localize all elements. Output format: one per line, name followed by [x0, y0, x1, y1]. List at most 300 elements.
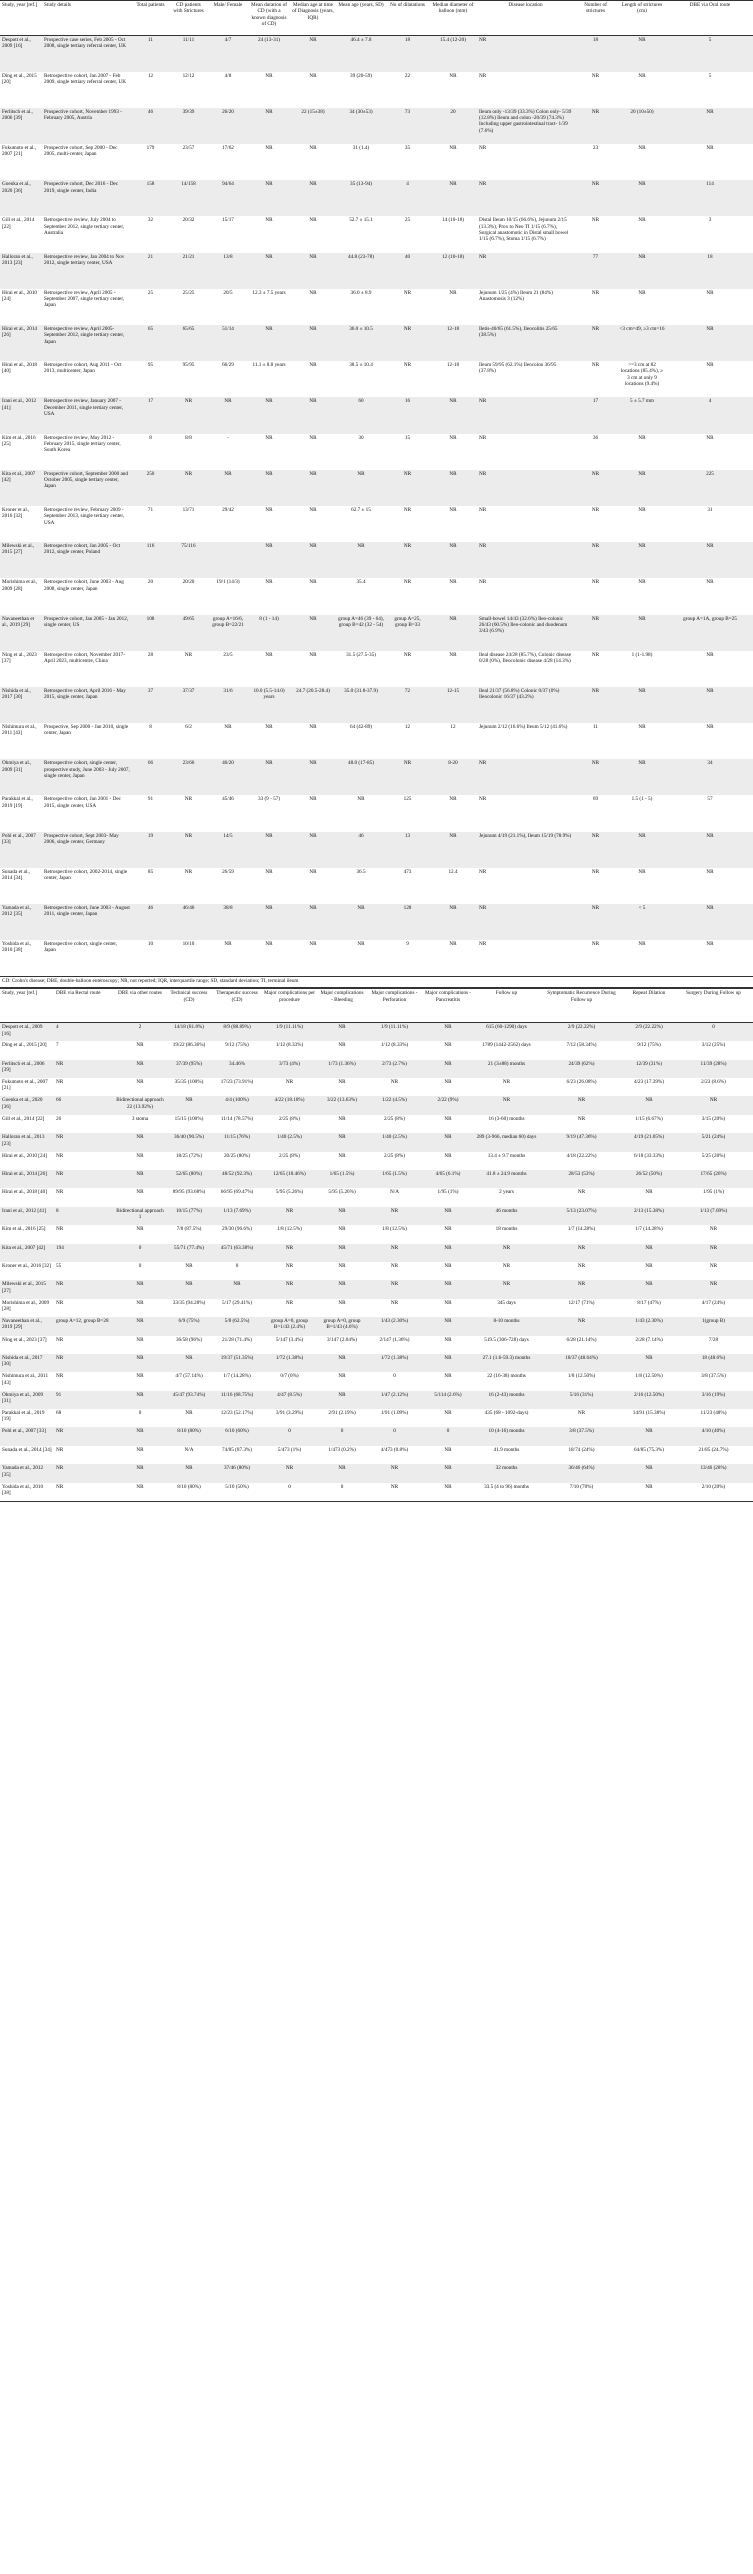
table-cell: < 5	[617, 904, 667, 940]
table-cell: NR	[477, 542, 574, 578]
table-cell: Ding et al., 2015 [20]	[0, 72, 42, 108]
table-cell: NR	[617, 542, 667, 578]
table-cell: NR	[422, 1078, 474, 1096]
table-cell: 250	[132, 470, 169, 506]
table-cell: 3 stoma	[114, 1115, 166, 1133]
table-cell: NR	[166, 1464, 212, 1482]
table-row	[0, 723, 753, 759]
table-cell: Yamada et al., 2012 [35]	[0, 1464, 54, 1482]
table-cell: 5/10 (50%)	[212, 1483, 262, 1501]
table-cell: 289 (3-966, median 60) days	[474, 1133, 539, 1151]
table-cell: 11/15 (76%)	[212, 1133, 262, 1151]
table-cell: 12/23 (52.17%)	[212, 1409, 262, 1427]
table-row	[0, 615, 753, 651]
table-cell: Yoshida et al., 2010 [38]	[0, 940, 42, 976]
table1-column-header: Total patients	[132, 1, 169, 36]
table-cell: NR	[429, 180, 477, 216]
table-cell: NR	[474, 1280, 539, 1298]
table-cell: NR	[477, 144, 574, 180]
table-cell: 14 (10-18)	[429, 216, 477, 252]
table-cell: 35.4	[336, 578, 386, 614]
table-cell: NR	[54, 1152, 114, 1170]
table2-column-header: Symptomatic Recurrence During Follow up	[539, 989, 624, 1023]
table-cell: NR	[262, 1280, 317, 1298]
table-cell: 2/25 (8%)	[262, 1115, 317, 1133]
table-cell: 11/14 (78.57%)	[212, 1115, 262, 1133]
table-cell: 36.5	[336, 868, 386, 904]
table-cell: 5/473 (1%)	[262, 1446, 317, 1464]
table-cell: 13	[386, 832, 429, 868]
table-cell: 11/23 (48%)	[674, 1409, 753, 1427]
table-cell: Retrospective cohort, Jan 2007 - Feb 2009, single tertiary referral center, UK	[42, 72, 132, 108]
table-cell: Goenka et al., 2020 [36]	[0, 180, 42, 216]
table-row	[0, 1023, 753, 1041]
table-cell: 18 months	[474, 1225, 539, 1243]
table-cell: NR	[667, 868, 753, 904]
table-cell: 5/147 (3.4%)	[262, 1336, 317, 1354]
table-cell: 36	[574, 434, 617, 470]
table-cell: 3/147 (2.04%)	[317, 1336, 367, 1354]
table-cell: 10 (4-16) months	[474, 1427, 539, 1445]
table-row	[0, 1115, 753, 1133]
table-cell: Small-bowel 14/43 (32.6%) Ileo-colonic 26/43 (60.5%) Ileo-colonic and duodenum 3/43 (6.9%)	[477, 615, 574, 651]
table-cell: NR	[262, 1078, 317, 1096]
table-cell: 12/17 (71%)	[539, 1299, 624, 1317]
table-cell: NR	[290, 361, 336, 397]
table-cell: NR	[54, 1188, 114, 1206]
table-cell: 7	[54, 1041, 114, 1059]
table-cell: 12-18	[429, 325, 477, 361]
table-cell: NR	[477, 397, 574, 433]
table-cell: NR	[317, 1133, 367, 1151]
table-cell: 345 days	[474, 1299, 539, 1317]
table-cell: NR	[169, 795, 208, 831]
table-cell: NR	[208, 470, 248, 506]
table-cell: Retrospective cohort, 2002-2014, single center, Japan	[42, 868, 132, 904]
table-cell: NR	[422, 1023, 474, 1041]
table-cell: NR	[336, 940, 386, 976]
table-row	[0, 434, 753, 470]
table-cell: 13/8	[208, 253, 248, 289]
table-cell: 615 (60-1290) days	[474, 1023, 539, 1041]
table-cell: NR	[208, 940, 248, 976]
table2-column-header: DBE via other routes	[114, 989, 166, 1023]
table-cell: NR	[667, 542, 753, 578]
table1-column-header: No of dilatations	[386, 1, 429, 36]
table-cell: 1/43 (2.30%)	[367, 1317, 422, 1335]
table-cell: NR	[317, 1299, 367, 1317]
table-cell: NR	[248, 506, 290, 542]
table1-column-header: DBE via Oral route	[667, 1, 753, 36]
table-cell: NR	[617, 253, 667, 289]
table-cell: 24/39 (62%)	[539, 1060, 624, 1078]
table-cell: NR	[574, 687, 617, 723]
table-cell: 12.3 ± 7.5 years	[248, 289, 290, 325]
table-cell: 45/47 (93.74%)	[166, 1391, 212, 1409]
table-cell: NR	[248, 397, 290, 433]
table-cell: 46	[132, 108, 169, 144]
table-cell: Pohl et al., 2007 [33]	[0, 1427, 54, 1445]
table-cell: 12 (10-18)	[429, 253, 477, 289]
table-cell: NR	[574, 868, 617, 904]
table-cell: 13/71	[169, 506, 208, 542]
table-cell: NR	[290, 72, 336, 108]
table-cell: NR	[317, 1078, 367, 1096]
table-cell: 13/46 (28%)	[674, 1464, 753, 1482]
table-cell: NR	[248, 904, 290, 940]
table-cell: NR	[574, 615, 617, 651]
table-cell: Retrospective review, Jan 2004 to Nov 2012, single tertiary center, USA	[42, 253, 132, 289]
table-cell: 51/14	[208, 325, 248, 361]
table-cell: 4/19 (21.05%)	[624, 1133, 674, 1151]
table-cell: NR	[386, 325, 429, 361]
table-cell: 4/18 (22.22%)	[539, 1152, 624, 1170]
table-cell: 16 (2-43) months	[474, 1391, 539, 1409]
table-cell: 3/8 (37.5%)	[539, 1427, 624, 1445]
table-cell: NR	[667, 687, 753, 723]
table-cell: Navaneethan et al., 2019 [29]	[0, 615, 42, 651]
table-cell: Retrospective cohort, Jan 2001 - Dec 2015, single center, USA	[42, 795, 132, 831]
table-cell: 114	[667, 180, 753, 216]
table-cell: NR	[367, 1280, 422, 1298]
table-cell: 8/10 (80%)	[166, 1427, 212, 1445]
table-cell: NR	[386, 759, 429, 795]
table-cell: 1/473 (0.2%)	[317, 1446, 367, 1464]
table-row	[0, 1317, 753, 1335]
table-cell: 9	[386, 940, 429, 976]
table-cell: NR	[617, 180, 667, 216]
table-cell: Jejunum 2/12 (16.6%) Ileum 5/12 (41.6%)	[477, 723, 574, 759]
table-cell: 4/7 (57.14%)	[166, 1372, 212, 1390]
table-cell: NR	[667, 144, 753, 180]
table-cell: 28	[132, 651, 169, 687]
table-cell: NR	[624, 1464, 674, 1482]
table-cell: 35 (13-94)	[336, 180, 386, 216]
table-cell: Halloran et al., 2013 [23]	[0, 1133, 54, 1151]
table-cell: 12	[429, 723, 477, 759]
table-cell: NR	[574, 361, 617, 397]
table-cell: 1/47 (2.12%)	[367, 1391, 422, 1409]
table-row	[0, 1096, 753, 1114]
table-cell: Prospective cohort, Sept 2003- May 2006, single center, Germany	[42, 832, 132, 868]
table1-column-header: Median age at time of Diagnosis (years, IQR)	[290, 1, 336, 36]
table-cell: 0	[367, 1427, 422, 1445]
table-cell: NR	[262, 1262, 317, 1280]
table-cell: 3	[667, 216, 753, 252]
table-cell: 158	[132, 180, 169, 216]
table-cell: NR	[477, 506, 574, 542]
table-cell: 18 (48.6%)	[674, 1354, 753, 1372]
table-cell: 435 (68 - 1092-days)	[474, 1409, 539, 1427]
table-row	[0, 940, 753, 976]
table-cell: NR	[114, 1464, 166, 1482]
table-cell: 64/85 (75.3%)	[624, 1446, 674, 1464]
table-cell: 1/65 (1.5%)	[317, 1170, 367, 1188]
table-cell: NR	[290, 180, 336, 216]
table-row	[0, 1372, 753, 1390]
table-row	[0, 868, 753, 904]
table-cell: 5/114 (2.6%)	[422, 1391, 474, 1409]
table-cell: 16 (3-60) months	[474, 1115, 539, 1133]
table-cell: NR	[674, 1280, 753, 1298]
table-cell: NR	[574, 289, 617, 325]
table-cell: NR	[617, 832, 667, 868]
table-cell: Retrospective cohort, June 2003 - August 2011, single center, Japan	[42, 904, 132, 940]
table-cell: 40	[386, 253, 429, 289]
table-cell: 4/7	[208, 36, 248, 72]
table-cell: NR	[422, 1207, 474, 1225]
table-cell: Nishida et al., 2017 [30]	[0, 687, 42, 723]
table-cell: NR	[477, 868, 574, 904]
table-cell: Prospective cohort, September 2000 and October 2005, single tertiary center, Japan	[42, 470, 132, 506]
table-cell: 8	[132, 434, 169, 470]
table-row	[0, 361, 753, 397]
table-cell: 37	[132, 687, 169, 723]
table-cell: Kroner et al., 2016 [32]	[0, 506, 42, 542]
table-cell: Ohmiya et al., 2009 [31]	[0, 759, 42, 795]
table-cell: NR	[248, 108, 290, 144]
table-cell: NR	[290, 216, 336, 252]
table-cell: 4/4 (100%)	[212, 1096, 262, 1114]
table-cell: 1/13 (7.69%)	[674, 1207, 753, 1225]
table-cell: NR	[290, 289, 336, 325]
table-cell: NR	[674, 1244, 753, 1262]
table-cell: 2/25 (8%)	[367, 1115, 422, 1133]
table-cell: 35	[386, 144, 429, 180]
table-cell: 0	[422, 1427, 474, 1445]
table-cell: 0	[262, 1483, 317, 1501]
table-cell: NR	[574, 470, 617, 506]
table-cell: NR	[248, 759, 290, 795]
table-cell: 5/21 (24%)	[674, 1133, 753, 1151]
table-row	[0, 1262, 753, 1280]
table-cell: 21	[132, 253, 169, 289]
table-cell: 31/6	[208, 687, 248, 723]
table-cell: 89/95 (93.68%)	[166, 1188, 212, 1206]
table-cell: 1/9 (11.11%)	[367, 1023, 422, 1041]
table-cell: NR	[674, 1225, 753, 1243]
table-cell: NR	[617, 216, 667, 252]
table-cell: Nishida et al., 2017 [30]	[0, 1354, 54, 1372]
table-row	[0, 1188, 753, 1206]
table-cell: NR	[317, 1280, 367, 1298]
table-cell: NR	[429, 940, 477, 976]
table-cell: NR	[574, 325, 617, 361]
table-cell: NR	[422, 1041, 474, 1059]
table-cell: Retrospective review, April 2005 - September 2007, single tertiary center, Japan	[42, 289, 132, 325]
outcomes-table	[0, 988, 753, 1501]
table-cell: 18	[574, 36, 617, 72]
table-cell: 14/91 (15.38%)	[624, 1409, 674, 1427]
table-row	[0, 36, 753, 72]
table-cell: Kita et al., 2007 [42]	[0, 470, 42, 506]
table1-header	[0, 1, 753, 36]
table-cell: 38.5 ± 10.4	[336, 361, 386, 397]
table-row	[0, 1483, 753, 1501]
table-cell: Milewski et al., 2015 [27]	[0, 542, 42, 578]
table-row	[0, 72, 753, 108]
table-cell: Halloran et al., 2013 [23]	[0, 253, 42, 289]
table-cell: 2/9 (22.22%)	[539, 1023, 624, 1041]
table1-column-header: CD patients with Strictures	[169, 1, 208, 36]
table-cell: NR	[574, 832, 617, 868]
table-cell: NR	[114, 1152, 166, 1170]
table-cell: 33/35 (94.28%)	[166, 1299, 212, 1317]
table-cell: NR	[54, 1464, 114, 1482]
table-cell: NR	[290, 832, 336, 868]
table-cell: 7/8 (87.5%)	[166, 1225, 212, 1243]
table-cell: 22	[386, 72, 429, 108]
table-cell: NR	[248, 470, 290, 506]
table-cell: 2/73 (2.7%)	[367, 1060, 422, 1078]
table-cell: NR	[114, 1299, 166, 1317]
table-cell: Ileal 21/37 (56.8%) Colonic 0/37 (0%) Ileocolonic 16/37 (43.2%)	[477, 687, 574, 723]
table-cell: NR	[166, 1262, 212, 1280]
table-cell: Bidirectional approach 1	[114, 1207, 166, 1225]
table-cell: NR	[422, 1262, 474, 1280]
table-row	[0, 1152, 753, 1170]
table-cell: NR	[477, 253, 574, 289]
table-cell: NR	[248, 578, 290, 614]
table2-column-header: Surgery During Follow up	[674, 989, 753, 1023]
table-cell: 17/23 (73.91%)	[212, 1078, 262, 1096]
table-cell: NR	[422, 1115, 474, 1133]
table-cell: 46/20	[208, 759, 248, 795]
table-cell: 4/10 (40%)	[674, 1427, 753, 1445]
table-cell: NR	[386, 361, 429, 397]
table-cell: Parakkal et al., 2019 [19]	[0, 1409, 54, 1427]
table-cell: group A=0, group B=1/43 (4.6%)	[317, 1317, 367, 1335]
table-cell: Hirai et al., 2014 [26]	[0, 1170, 54, 1188]
table-cell: 46 months	[474, 1207, 539, 1225]
table-cell: 519.5 (306-728) days	[474, 1336, 539, 1354]
table-cell	[208, 542, 248, 578]
table-cell: NR	[290, 904, 336, 940]
table-cell: 33 (9 - 57)	[248, 795, 290, 831]
table-cell: NR	[539, 1409, 624, 1427]
study-characteristics-table	[0, 0, 753, 976]
table-row	[0, 506, 753, 542]
table-cell: NR	[290, 397, 336, 433]
table-cell: Morishima et al., 2009 [28]	[0, 578, 42, 614]
table-cell: 19/1 (14/3)	[208, 578, 248, 614]
table-row	[0, 1409, 753, 1427]
table-cell: 36.0 ± 10.5	[336, 325, 386, 361]
table-cell: 1 (1-1.98)	[617, 651, 667, 687]
table-cell: 45/71 (63.38%)	[212, 1244, 262, 1262]
table-cell: 41.8 ± 24.9 months	[474, 1170, 539, 1188]
table-cell: NR	[262, 1464, 317, 1482]
table-cell: Ohmiya et al., 2009 [31]	[0, 1391, 54, 1409]
table-cell: 19/37 (51.35%)	[212, 1354, 262, 1372]
table-cell: -	[208, 434, 248, 470]
table-cell: 128	[386, 904, 429, 940]
table-cell: NR	[54, 1372, 114, 1390]
table-cell: 26/52 (50%)	[624, 1170, 674, 1188]
table-cell: 1/12 (8.33%)	[262, 1041, 317, 1059]
table-cell: NR	[539, 1244, 624, 1262]
table-cell: NR	[290, 723, 336, 759]
table-row	[0, 180, 753, 216]
table-row	[0, 1244, 753, 1262]
table-row	[0, 578, 753, 614]
table-cell: NR	[336, 542, 386, 578]
table-cell: Goenka et al., 2020 [36]	[0, 1096, 54, 1114]
table2-column-header: Major complications per procedure	[262, 989, 317, 1023]
table-cell: 16	[386, 397, 429, 433]
table-cell: 27.1 (1.6-59.3) months	[474, 1354, 539, 1372]
table-cell: NR	[617, 36, 667, 72]
table-cell: 46/46	[169, 904, 208, 940]
table-cell: 18	[667, 253, 753, 289]
table-cell: N/A	[166, 1446, 212, 1464]
table-cell: Irani et al., 2012 [41]	[0, 1207, 54, 1225]
table-cell: NR	[114, 1188, 166, 1206]
table-cell: 0/7 (0%)	[262, 1372, 317, 1390]
table-cell: 37/37	[169, 687, 208, 723]
table-cell: 38/8	[208, 904, 248, 940]
table-cell: 3/22 (13.63%)	[317, 1096, 367, 1114]
table-cell: 12	[132, 72, 169, 108]
table-cell: group A=25, group B=33	[386, 615, 429, 651]
table-cell: 20/20	[169, 578, 208, 614]
table-cell: 55	[54, 1262, 114, 1280]
table-cell: 5	[667, 36, 753, 72]
table-cell: 8/10 (80%)	[166, 1483, 212, 1501]
table-cell: NR	[429, 144, 477, 180]
table-cell: 2/25 (8%)	[262, 1152, 317, 1170]
table-cell: 74/85 (87.3%)	[212, 1446, 262, 1464]
table-cell: 60	[336, 397, 386, 433]
table-cell: NR	[54, 1446, 114, 1464]
table-cell: 2/16 (12.50%)	[624, 1391, 674, 1409]
table-cell: 32 months	[474, 1464, 539, 1482]
table-cell: group A=1A, group B=25	[667, 615, 753, 651]
table-cell: Sunada et al., 2014 [34]	[0, 868, 42, 904]
table-cell: 4/23 (17.39%)	[624, 1078, 674, 1096]
table-cell: NR	[429, 506, 477, 542]
table-cell: <3 cm=49, ≥3 cm=16	[617, 325, 667, 361]
table-cell: 26/59	[208, 868, 248, 904]
table-cell: NR	[386, 542, 429, 578]
table-cell: Iletis-40/65 (61.5%), Ileocolitis 25/65 (38.5%)	[477, 325, 574, 361]
table-row	[0, 759, 753, 795]
table2-column-header: Major complications - Pancreatitis	[422, 989, 474, 1023]
table-cell: 0	[212, 1262, 262, 1280]
table-row	[0, 1078, 753, 1096]
table-cell: NR	[208, 723, 248, 759]
table-row	[0, 1041, 753, 1059]
table-cell: 11/11	[169, 36, 208, 72]
table-cell: 94/64	[208, 180, 248, 216]
table-cell: 17	[574, 397, 617, 433]
table-cell: NR	[617, 868, 667, 904]
table-cell: 9/19 (47.36%)	[539, 1133, 624, 1151]
table-cell: Despott et al., 2009 [16]	[0, 1023, 54, 1041]
table-cell: 52.7 ± 15.1	[336, 216, 386, 252]
table-cell: NR	[624, 1354, 674, 1372]
table-cell: 2 years	[474, 1188, 539, 1206]
table-cell: NR	[617, 578, 667, 614]
table-cell: 4/65 (6.1%)	[422, 1170, 474, 1188]
table-cell: Retrospective cohort, November 2017-April 2023, multicentre, China	[42, 651, 132, 687]
table2-column-header: Repeat Dilation	[624, 989, 674, 1023]
table-cell: NR	[624, 1262, 674, 1280]
table-cell: NR	[54, 1060, 114, 1078]
table-cell: NR	[422, 1060, 474, 1078]
table-cell: NR	[617, 506, 667, 542]
table-cell: 36/58 (96%)	[166, 1336, 212, 1354]
